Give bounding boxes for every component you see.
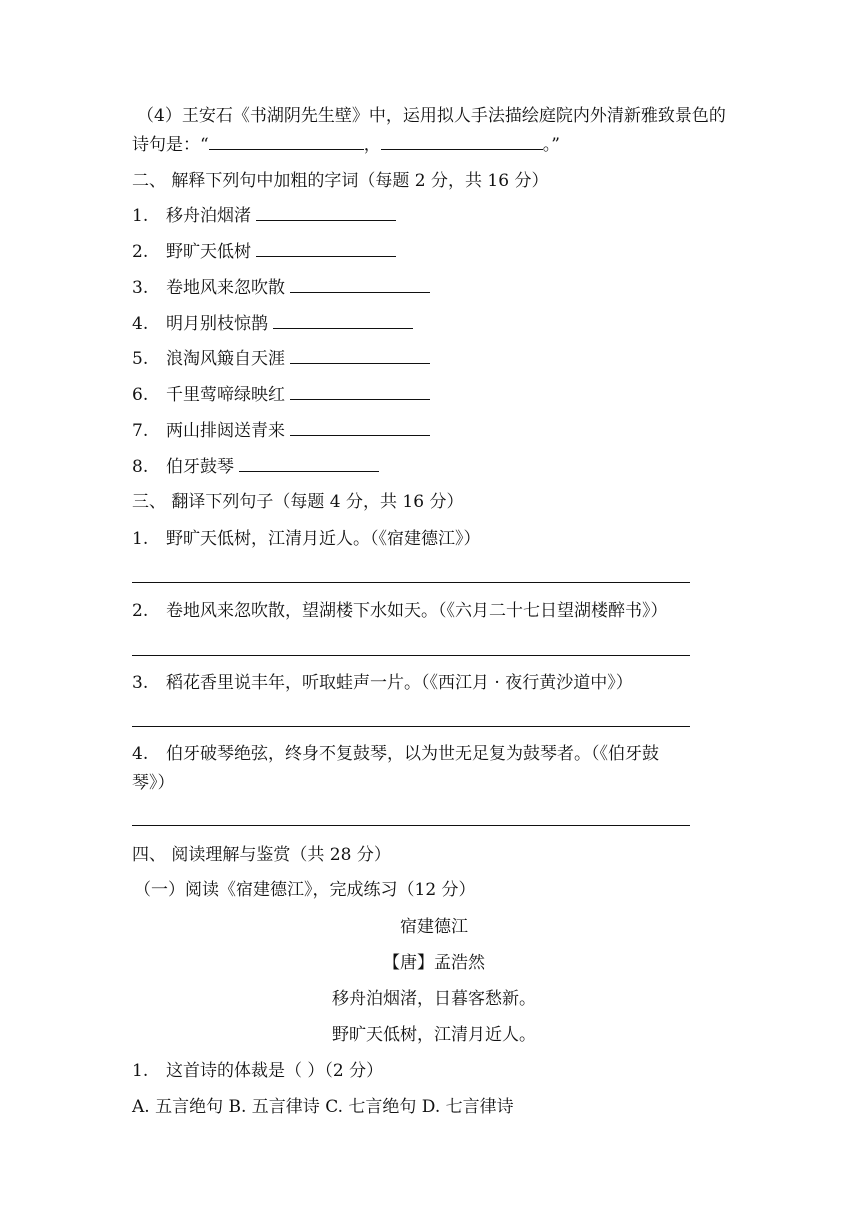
q4-answer-line bbox=[132, 133, 560, 157]
s4-question-1-options: A. 五言绝句 B. 五言律诗 C. 七言绝句 D. 七言律诗 bbox=[132, 1097, 514, 1117]
item-text: 野旷天低树，江清月近人。（《宿建德江》） bbox=[166, 529, 481, 549]
section3-title: 三、 翻译下列句子（每题 4 分，共 16 分） bbox=[132, 492, 464, 512]
item-number: 7. bbox=[132, 421, 149, 441]
item-number: 1. bbox=[132, 206, 149, 226]
item-text: 浪淘风簸自天涯 bbox=[166, 349, 285, 369]
poem-line-2: 野旷天低树，江清月近人。 bbox=[332, 1025, 536, 1045]
s2-item-2 bbox=[132, 240, 396, 264]
answer-blank[interactable] bbox=[256, 240, 396, 257]
s2-item-3 bbox=[132, 276, 430, 300]
q4-blank-2[interactable] bbox=[381, 133, 543, 150]
item-number: 5. bbox=[132, 349, 149, 369]
s2-item-4 bbox=[132, 312, 413, 336]
item-number: 2. bbox=[132, 242, 149, 262]
answer-blank[interactable] bbox=[256, 204, 396, 221]
poem-title: 宿建德江 bbox=[400, 917, 468, 937]
item-text: 伯牙破琴绝弦，终身不复鼓琴，以为世无足复为鼓琴者。（《伯牙鼓 bbox=[166, 744, 659, 764]
answer-line[interactable] bbox=[132, 582, 690, 583]
item-text: 野旷天低树 bbox=[166, 242, 251, 262]
answer-blank[interactable] bbox=[290, 276, 430, 293]
s3-item-2 bbox=[132, 599, 668, 623]
item-number: 8. bbox=[132, 457, 149, 477]
s3-item-1 bbox=[132, 527, 481, 551]
section2-title: 二、 解释下列句中加粗的字词（每题 2 分，共 16 分） bbox=[132, 171, 549, 191]
item-number: 4. bbox=[132, 314, 149, 334]
item-number: 6. bbox=[132, 385, 149, 405]
answer-line[interactable] bbox=[132, 825, 690, 826]
answer-blank[interactable] bbox=[290, 383, 430, 400]
item-number: 4. bbox=[132, 744, 149, 764]
s2-item-8 bbox=[132, 455, 379, 479]
q4-blank-1[interactable] bbox=[209, 133, 364, 150]
section4-sub1: （一）阅读《宿建德江》，完成练习（12 分） bbox=[134, 880, 476, 900]
item-text: 这首诗的体裁是（ ）（2 分） bbox=[166, 1061, 384, 1081]
item-number: 2. bbox=[132, 601, 149, 621]
item-text: 两山排闼送青来 bbox=[166, 421, 285, 441]
item-text: 伯牙鼓琴 bbox=[166, 457, 234, 477]
item-text: 卷地风来忽吹散，望湖楼下水如天。（《六月二十七日望湖楼醉书》） bbox=[166, 601, 668, 621]
item-number: 1. bbox=[132, 1061, 149, 1081]
s3-item-4-line2: 琴》） bbox=[132, 773, 175, 793]
s2-item-6 bbox=[132, 383, 430, 407]
s3-item-4-line1 bbox=[132, 742, 659, 766]
s2-item-1 bbox=[132, 204, 396, 228]
poem-line-1: 移舟泊烟渚，日暮客愁新。 bbox=[332, 989, 536, 1009]
item-text: 明月别枝惊鹊 bbox=[166, 314, 268, 334]
item-text: 移舟泊烟渚 bbox=[166, 206, 251, 226]
s2-item-5 bbox=[132, 347, 430, 371]
answer-blank[interactable] bbox=[290, 347, 430, 364]
s4-question-1 bbox=[132, 1059, 383, 1083]
item-number: 3. bbox=[132, 673, 149, 693]
q4-comma: ， bbox=[363, 135, 381, 155]
answer-line[interactable] bbox=[132, 726, 690, 727]
poem-author: 【唐】孟浩然 bbox=[383, 953, 485, 973]
item-text: 稻花香里说丰年，听取蛙声一片。（《西江月 · 夜行黄沙道中》） bbox=[166, 673, 633, 693]
section4-title: 四、 阅读理解与鉴赏（共 28 分） bbox=[132, 845, 391, 865]
item-text: 卷地风来忽吹散 bbox=[166, 278, 285, 298]
answer-blank[interactable] bbox=[239, 455, 379, 472]
answer-line[interactable] bbox=[132, 655, 690, 656]
answer-blank[interactable] bbox=[273, 312, 413, 329]
q4-prefix: 诗句是：“ bbox=[132, 135, 209, 155]
item-text: 千里莺啼绿映红 bbox=[166, 385, 285, 405]
s2-item-7 bbox=[132, 419, 430, 443]
answer-blank[interactable] bbox=[290, 419, 430, 436]
item-number: 1. bbox=[132, 529, 149, 549]
s3-item-3 bbox=[132, 671, 633, 695]
q4-end: 。” bbox=[542, 135, 560, 155]
q4-intro: （4）王安石《书湖阴先生壁》中，运用拟人手法描绘庭院内外清新雅致景色的 bbox=[137, 106, 726, 126]
item-number: 3. bbox=[132, 278, 149, 298]
